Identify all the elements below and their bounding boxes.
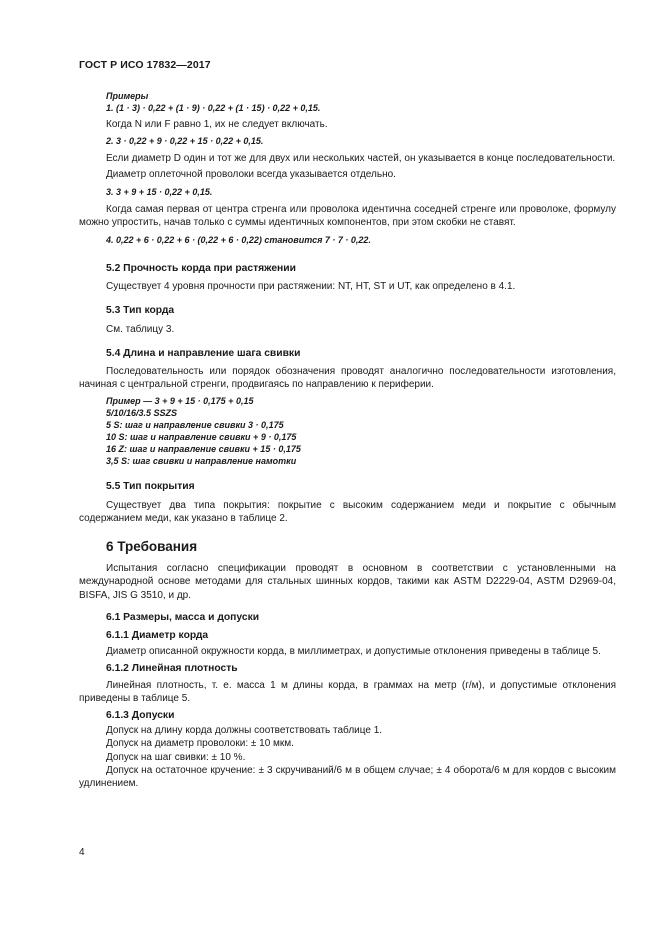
paragraph: Линейная плотность, т. е. масса 1 м длины корда, в граммах на метр (г/м), и допустимые отклонения приведены в таблице 5. — [79, 679, 616, 704]
section-heading: 5.2 Прочность корда при растяжении — [106, 263, 296, 275]
example-text: Пример — 3 + 9 + 15 · 0,175 + 0,15 — [106, 396, 254, 407]
page-number: 4 — [79, 847, 85, 858]
example-text: 4. 0,22 + 6 · 0,22 + 6 · (0,22 + 6 · 0,22) становится 7 · 7 · 0,22. — [106, 235, 371, 246]
example-text: Примеры — [106, 91, 149, 101]
paragraph: Если диаметр D один и тот же для двух или нескольких частей, он указывается в конце последовательности. — [106, 153, 616, 165]
example-text: 16 Z: шаг и направление свивки + 15 · 0,175 — [106, 444, 301, 455]
example-text: 5 S: шаг и направление свивки 3 · 0,175 — [106, 420, 284, 431]
paragraph: Испытания согласно спецификации проводят в основном в соответствии с установленными на международной основе методами для стальных шинных кордов, такими как ASTM D2229-04, ASTM D2969-04, BISFA, JIS G 3510, и др. — [79, 563, 616, 601]
paragraph: Допуск на остаточное кручение: ± 3 скручиваний/6 м в общем случае; ± 4 оборота/6 м для кордов с высоким удлинением. — [79, 764, 616, 790]
paragraph: Диаметр оплеточной проволоки всегда указывается отдельно. — [106, 169, 396, 181]
paragraph: Когда N или F равно 1, их не следует включать. — [106, 119, 328, 130]
paragraph: Допуск на диаметр проволоки: ± 10 мкм. — [106, 738, 294, 750]
paragraph: Когда самая первая от центра стренга или проволока идентична соседней стренге или проволоке, формулу можно упростить, начав только с суммы идентичных компонентов, при этом скобки не ставят. — [79, 203, 616, 228]
document-body — [79, 90, 616, 790]
section-heading: 6.1.2 Линейная плотность — [106, 663, 238, 675]
section-heading: 5.5 Тип покрытия — [106, 481, 195, 493]
paragraph: См. таблицу 3. — [106, 323, 175, 335]
section-heading: 6.1 Размеры, масса и допуски — [106, 611, 260, 623]
example-text: 3. 3 + 9 + 15 · 0,22 + 0,15. — [106, 186, 213, 197]
section-heading: 5.3 Тип корда — [106, 305, 175, 317]
example-text: 3,5 S: шаг свивки и направление намотки — [106, 456, 297, 467]
example-text: 2. 3 · 0,22 + 9 · 0,22 + 15 · 0,22 + 0,15. — [106, 136, 264, 147]
example-text: 1. (1 · 3) · 0,22 + (1 · 9) · 0,22 + (1 · 15) · 0,22 + 0,15. — [106, 103, 321, 113]
chapter-heading: 6 Требования — [106, 539, 198, 555]
paragraph: Допуск на шаг свивки: ± 10 %. — [106, 751, 246, 763]
paragraph: Существует 4 уровня прочности при растяжении: NT, HT, ST и UT, как определено в 4.1. — [106, 281, 516, 293]
paragraph: Существует два типа покрытия: покрытие с высоким содержанием меди и покрытие с обычным содержанием меди, как указано в таблице 2. — [79, 499, 616, 524]
document-header: ГОСТ Р ИСО 17832—2017 — [79, 59, 211, 71]
example-text: 10 S: шаг и направление свивки + 9 · 0,175 — [106, 432, 297, 443]
section-heading: 5.4 Длина и направление шага свивки — [106, 347, 301, 359]
paragraph: Последовательность или порядок обозначения проводят аналогично последовательности изготовления, начиная с центральной стренги, продвигаясь по направлению к периферии. — [79, 366, 616, 391]
section-heading: 6.1.1 Диаметр корда — [106, 630, 209, 642]
paragraph: Диаметр описанной окружности корда, в миллиметрах, и допустимые отклонения приведены в таблице 5. — [106, 646, 601, 658]
section-heading: 6.1.3 Допуски — [106, 710, 175, 722]
paragraph: Допуск на длину корда должны соответствовать таблице 1. — [106, 725, 383, 737]
example-text: 5/10/16/3.5 SSZS — [106, 408, 178, 419]
